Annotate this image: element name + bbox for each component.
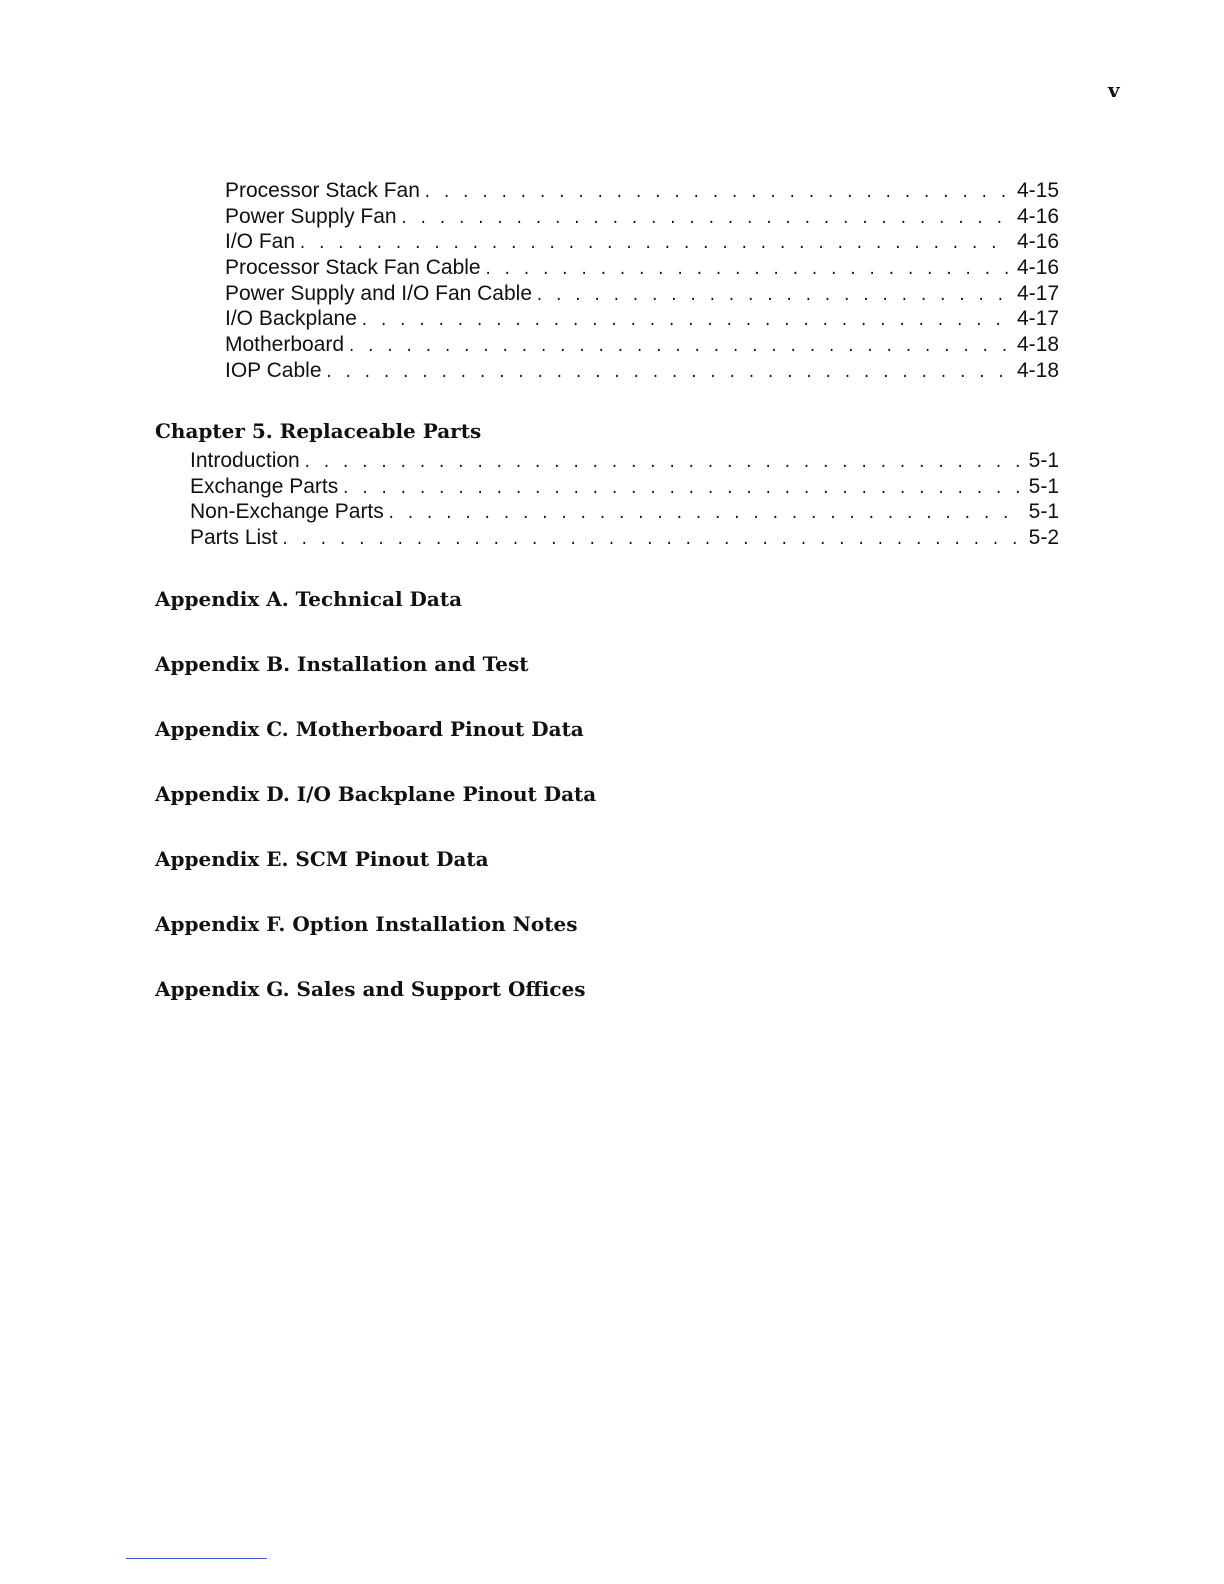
dot-leader: [423, 181, 1009, 207]
toc-entry[interactable]: [190, 525, 1059, 551]
toc-entry-title: I/O Fan: [225, 230, 296, 254]
dot-leader: [360, 309, 1009, 335]
chapter4-continued-list: [225, 178, 1059, 384]
footer-rule: [126, 1558, 267, 1559]
dot-leader: [303, 451, 1021, 477]
toc-entry-page: 4-18: [1016, 333, 1059, 357]
dot-leader: [387, 502, 1021, 528]
toc-entry-title: Power Supply and I/O Fan Cable: [225, 281, 533, 305]
toc-entry[interactable]: [225, 178, 1059, 204]
toc-entry-page: 5-2: [1028, 526, 1059, 550]
dot-leader: [281, 528, 1021, 554]
toc-entry[interactable]: [190, 499, 1059, 525]
toc-entry[interactable]: [190, 448, 1059, 474]
toc-entry-title: Non-Exchange Parts: [190, 500, 384, 524]
dot-leader: [347, 335, 1009, 361]
toc-entry[interactable]: [225, 358, 1059, 384]
dot-leader: [341, 477, 1020, 503]
toc-entry[interactable]: [225, 204, 1059, 230]
toc-entry[interactable]: [190, 474, 1059, 500]
toc-entry-title: Processor Stack Fan: [225, 179, 420, 202]
appendix-f-heading[interactable]: Appendix F. Option Installation Notes: [155, 912, 578, 936]
toc-entry-title: Motherboard: [225, 333, 345, 357]
toc-entry-page: 4-17: [1016, 281, 1059, 305]
toc-entry[interactable]: [225, 306, 1059, 332]
chapter5-heading: Chapter 5. Replaceable Parts: [155, 419, 482, 443]
toc-entry[interactable]: [225, 281, 1059, 307]
appendix-c-heading[interactable]: Appendix C. Motherboard Pinout Data: [155, 717, 584, 741]
toc-entry-page: 5-1: [1028, 474, 1059, 498]
toc-entry-page: 4-15: [1016, 179, 1059, 202]
toc-entry-page: 4-16: [1016, 256, 1059, 280]
toc-entry-title: IOP Cable: [225, 358, 322, 382]
chapter5-list: [190, 448, 1059, 551]
toc-entry-title: Parts List: [190, 526, 278, 550]
toc-entry-title: Processor Stack Fan Cable: [225, 256, 481, 280]
appendix-g-heading[interactable]: Appendix G. Sales and Support Offices: [155, 977, 586, 1001]
toc-entry-page: 4-16: [1016, 204, 1059, 228]
toc-entry-title: Exchange Parts: [190, 474, 339, 498]
toc-entry-page: 5-1: [1028, 449, 1059, 472]
appendix-b-heading[interactable]: Appendix B. Installation and Test: [155, 652, 529, 676]
toc-entry-title: Introduction: [190, 449, 300, 472]
toc-entry[interactable]: [225, 255, 1059, 281]
toc-entry-page: 4-18: [1016, 358, 1059, 382]
toc-entry-title: Power Supply Fan: [225, 204, 397, 228]
dot-leader: [535, 284, 1009, 310]
toc-entry[interactable]: [225, 229, 1059, 255]
appendix-d-heading[interactable]: Appendix D. I/O Backplane Pinout Data: [155, 782, 597, 806]
toc-entry-page: 5-1: [1028, 500, 1059, 524]
page-number: v: [1108, 78, 1120, 102]
toc-entry-page: 4-17: [1016, 307, 1059, 331]
toc-entry-title: I/O Backplane: [225, 307, 357, 331]
toc-entry[interactable]: [225, 332, 1059, 358]
toc-entry-page: 4-16: [1016, 230, 1059, 254]
appendix-e-heading[interactable]: Appendix E. SCM Pinout Data: [155, 847, 489, 871]
dot-leader: [484, 258, 1009, 284]
dot-leader: [325, 361, 1009, 387]
dot-leader: [400, 207, 1009, 233]
appendix-a-heading[interactable]: Appendix A. Technical Data: [155, 587, 463, 611]
